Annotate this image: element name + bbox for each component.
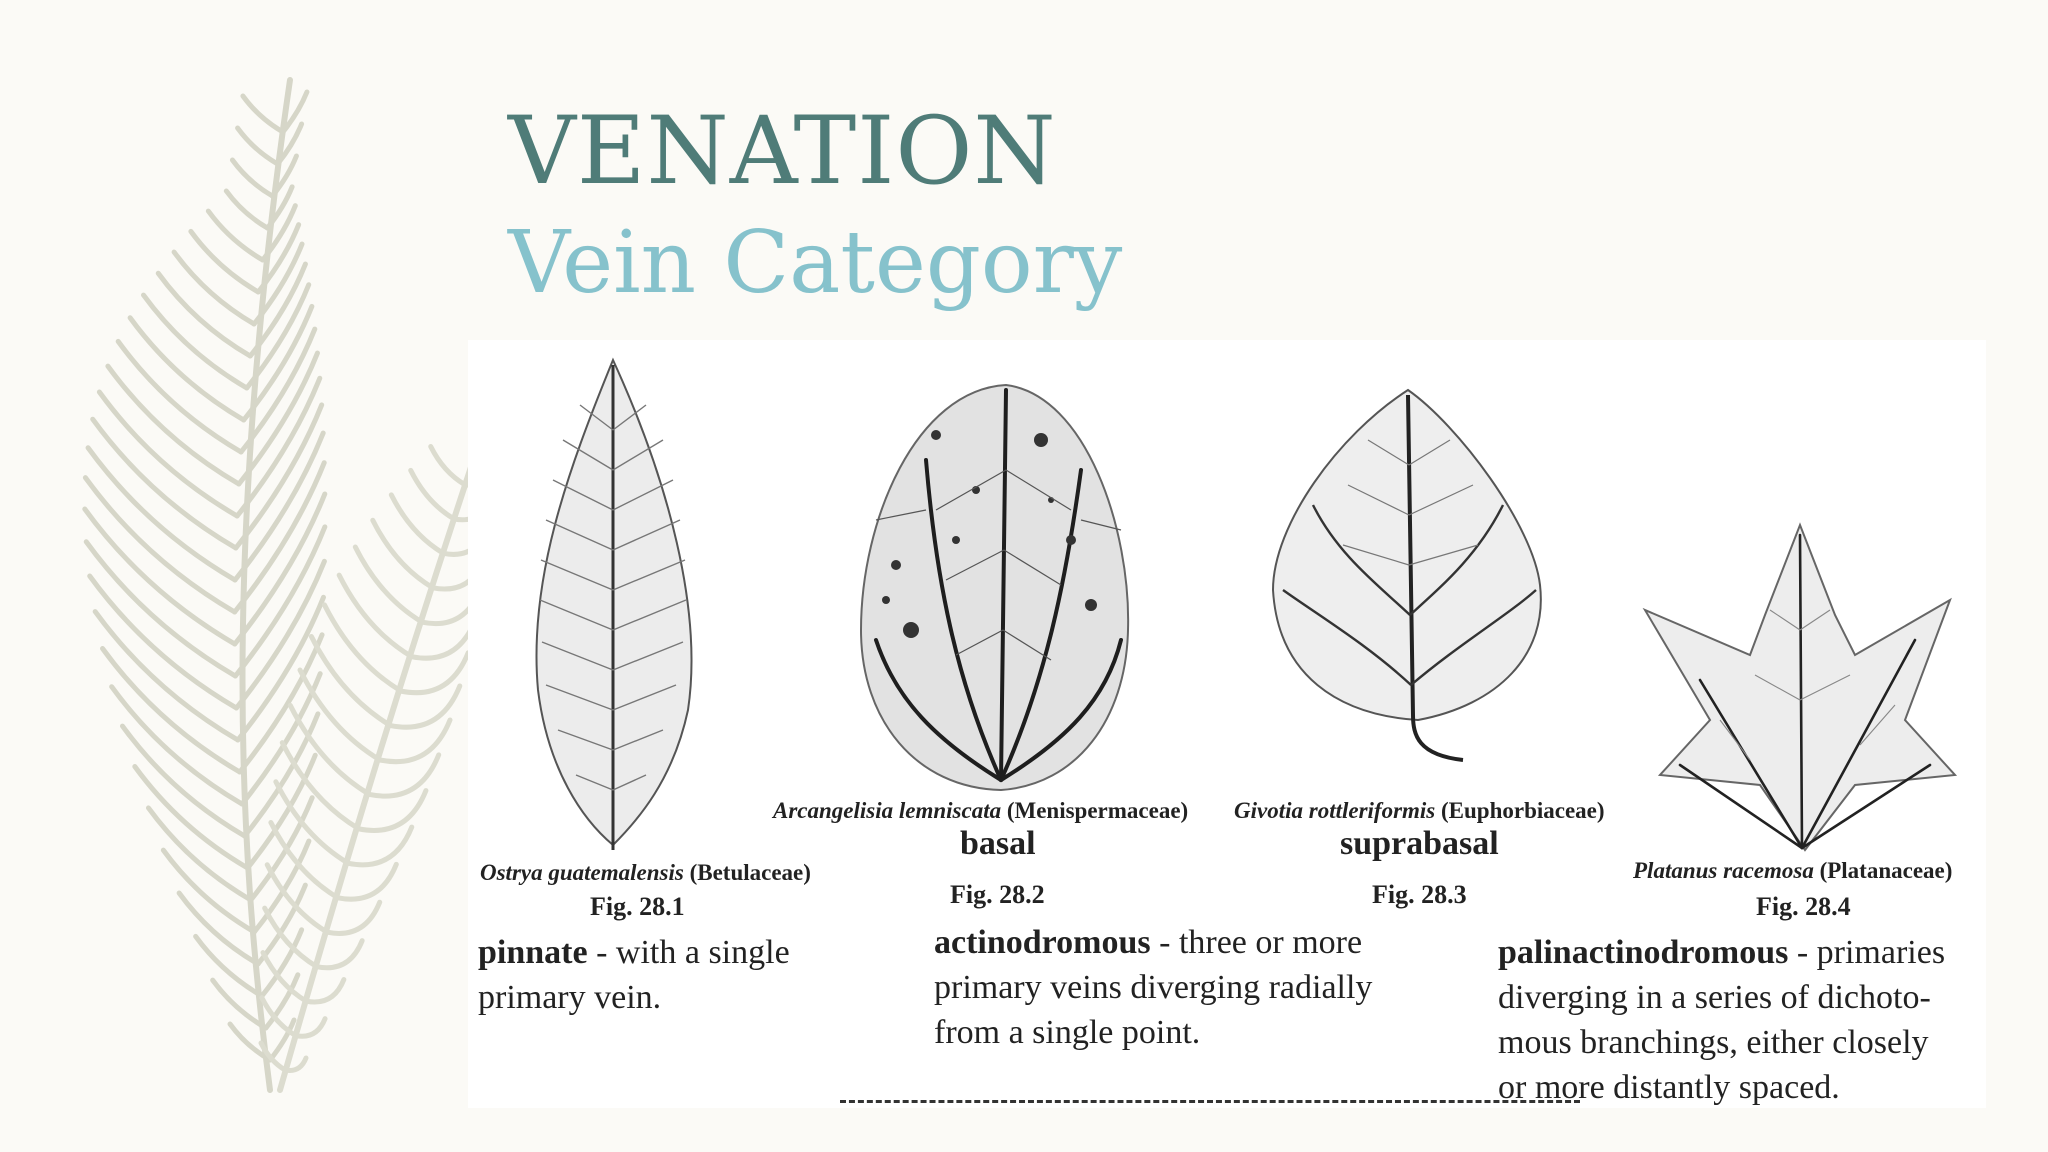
vein-term: actinodromous [934,924,1151,961]
description-line: or more distantly spaced. [1498,1069,1840,1106]
palinactinodromous-leaf-image [1640,520,1960,860]
description-line: palinactinodromous - primaries [1498,934,1946,971]
description-line: actinodromous - three or more [934,924,1363,961]
description-line: primary vein. [478,979,662,1016]
slide-title: VENATION [508,97,1057,206]
description-line: mous branchings, either closely [1498,1024,1929,1061]
figure-number-1: Fig. 28.1 [590,892,685,921]
vein-term: pinnate [478,934,588,971]
feather-leaf-icon [40,60,480,1120]
species-name: Platanus racemosa [1633,858,1814,883]
basal-leaf-image [856,380,1136,800]
species-name: Ostrya guatemalensis [480,860,684,885]
family-name: (Menispermaceae) [1006,798,1189,823]
species-name: Givotia rottleriformis [1234,798,1436,823]
species-name: Arcangelisia lemniscata [773,798,1002,823]
category-label-suprabasal: suprabasal [1340,825,1499,862]
figure-description-1 [478,930,898,1020]
family-name: (Betulaceae) [689,860,811,885]
description-line: pinnate - with a single [478,934,790,971]
species-label-1 [480,860,811,886]
suprabasal-leaf-image [1268,385,1548,785]
dashed-divider [840,1100,1580,1103]
figure-number-4: Fig. 28.4 [1756,892,1851,921]
figure-description-2 [934,920,1494,1055]
species-label-4 [1633,858,1952,884]
figure-description-4 [1498,930,1986,1110]
species-label-3 [1234,798,1605,824]
description-line: from a single point. [934,1014,1201,1051]
description-line: primary veins diverging radially [934,969,1373,1006]
figure-panel [468,340,1986,1108]
figure-number-3: Fig. 28.3 [1372,880,1467,909]
figure-number-2: Fig. 28.2 [950,880,1045,909]
category-label-basal: basal [960,825,1036,862]
description-line: diverging in a series of dichoto- [1498,979,1931,1016]
vein-term: palinactinodromous [1498,934,1789,971]
family-name: (Platanaceae) [1819,858,1953,883]
pinnate-leaf-image [528,350,698,850]
species-label-2 [773,798,1188,824]
family-name: (Euphorbiaceae) [1441,798,1605,823]
slide-subtitle: Vein Category [508,213,1123,313]
